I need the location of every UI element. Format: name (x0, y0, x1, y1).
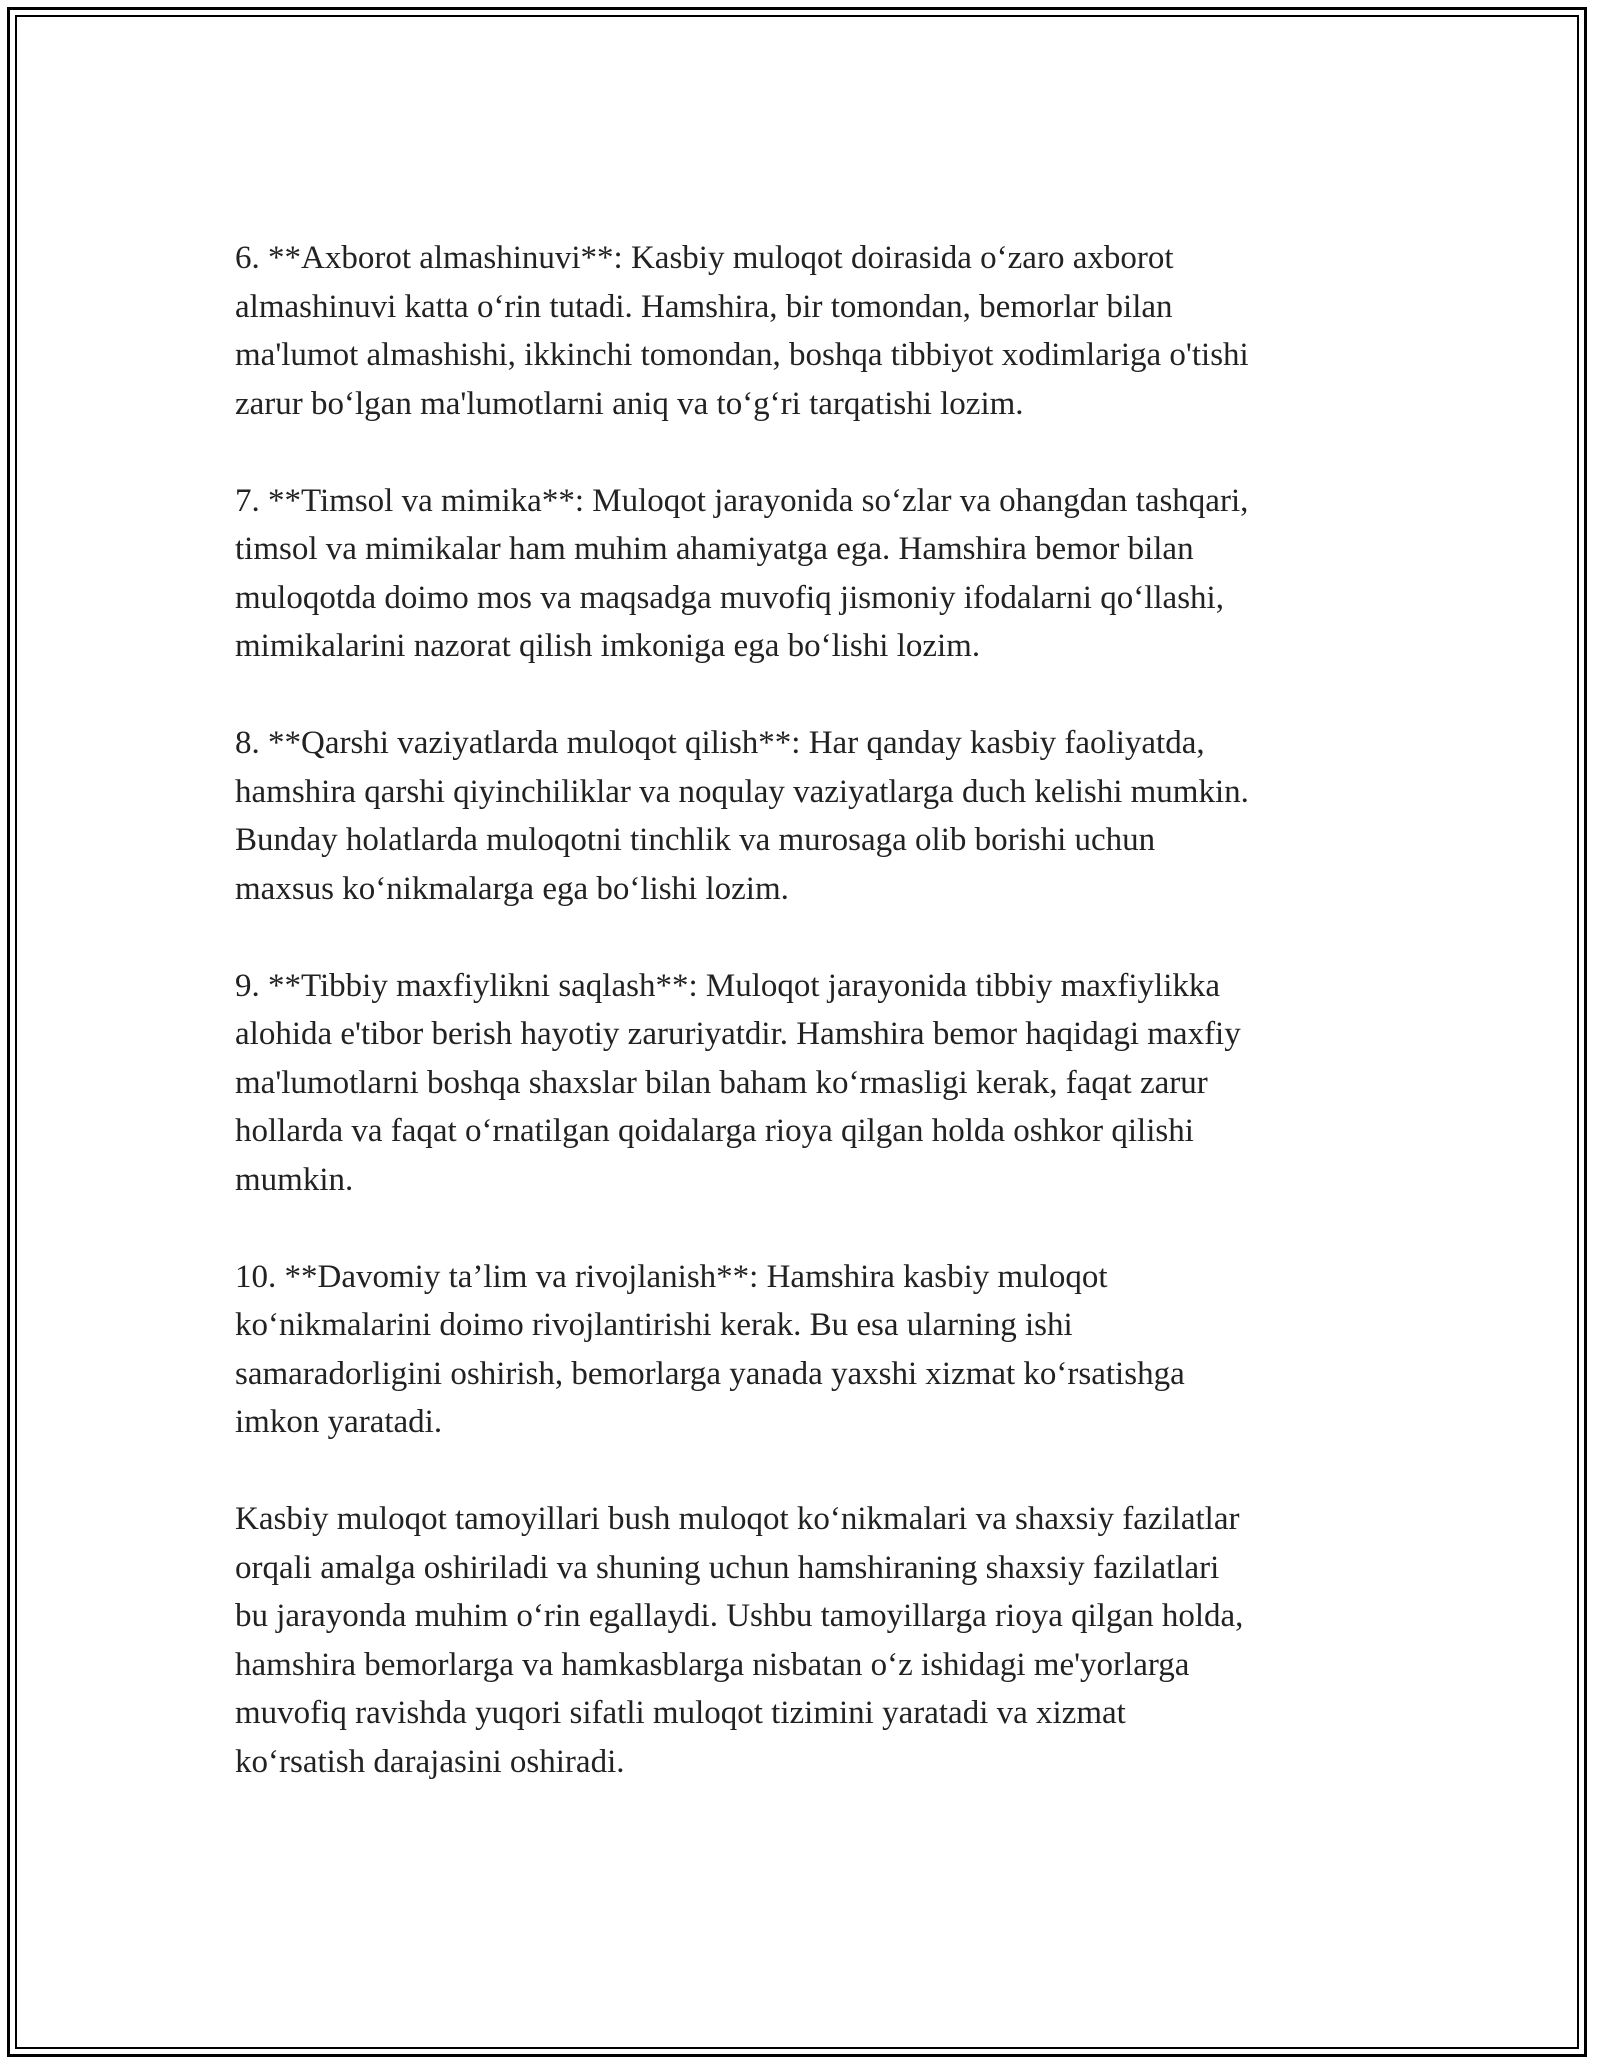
paragraph-item-6: 6. **Axborot almashinuvi**: Kasbiy muloqot doirasida o‘zaro axborot almashinuvi katta o‘rin tutadi. Hamshira, bir tomondan, bemorlar bilan ma'lumot almashishi, ikkinchi tomondan, boshqa tibbiyot xodimlariga o'tishi zarur bo‘lgan ma'lumotlarni aniq va to‘g‘ri tarqatishi lozim. (235, 240, 1249, 422)
paragraph-item-9: 9. **Tibbiy maxfiylikni saqlash**: Muloqot jarayonida tibbiy maxfiylikka alohida e'tibor berish hayotiy zaruriyatdir. Hamshira bemor haqidagi maxfiy ma'lumotlarni boshqa shaxslar bilan baham ko‘rmasligi kerak, faqat zarur hollarda va faqat o‘rnatilgan qoidalarga rioya qilgan holda oshkor qilishi mumkin. (235, 967, 1241, 1198)
paragraph-conclusion: Kasbiy muloqot tamoyillari bush muloqot ko‘nikmalari va shaxsiy fazilatlar orqali amalga oshiriladi va shuning uchun hamshiraning shaxsiy fazilatlari bu jarayonda muhim o‘rin egallaydi. Ushbu tamoyillarga rioya qilgan holda, hamshira bemorlarga va hamkasblarga nisbatan o‘z ishidagi me'yorlarga muvofiq ravishda yuqori sifatli muloqot tizimini yaratadi va xizmat ko‘rsatish darajasini oshiradi. (235, 1501, 1244, 1780)
document-body (235, 234, 1375, 1835)
paragraph-item-8: 8. **Qarshi vaziyatlarda muloqot qilish**: Har qanday kasbiy faoliyatda, hamshira qarshi qiyinchiliklar va noqulay vaziyatlarga duch kelishi mumkin. Bunday holatlarda muloqotni tinchlik va murosaga olib borishi uchun maxsus ko‘nikmalarga ega bo‘lishi lozim. (235, 725, 1249, 907)
paragraph-item-10: 10. **Davomiy ta’lim va rivojlanish**: Hamshira kasbiy muloqot ko‘nikmalarini doimo rivojlantirishi kerak. Bu esa ularning ishi samaradorligini oshirish, bemorlarga yanada yaxshi xizmat ko‘rsatishga imkon yaratadi. (235, 1258, 1185, 1440)
paragraph-item-7: 7. **Timsol va mimika**: Muloqot jarayonida so‘zlar va ohangdan tashqari, timsol va mimikalar ham muhim ahamiyatga ega. Hamshira bemor bilan muloqotda doimo mos va maqsadga muvofiq jismoniy ifodalarni qo‘llashi, mimikalarini nazorat qilish imkoniga ega bo‘lishi lozim. (235, 482, 1249, 664)
